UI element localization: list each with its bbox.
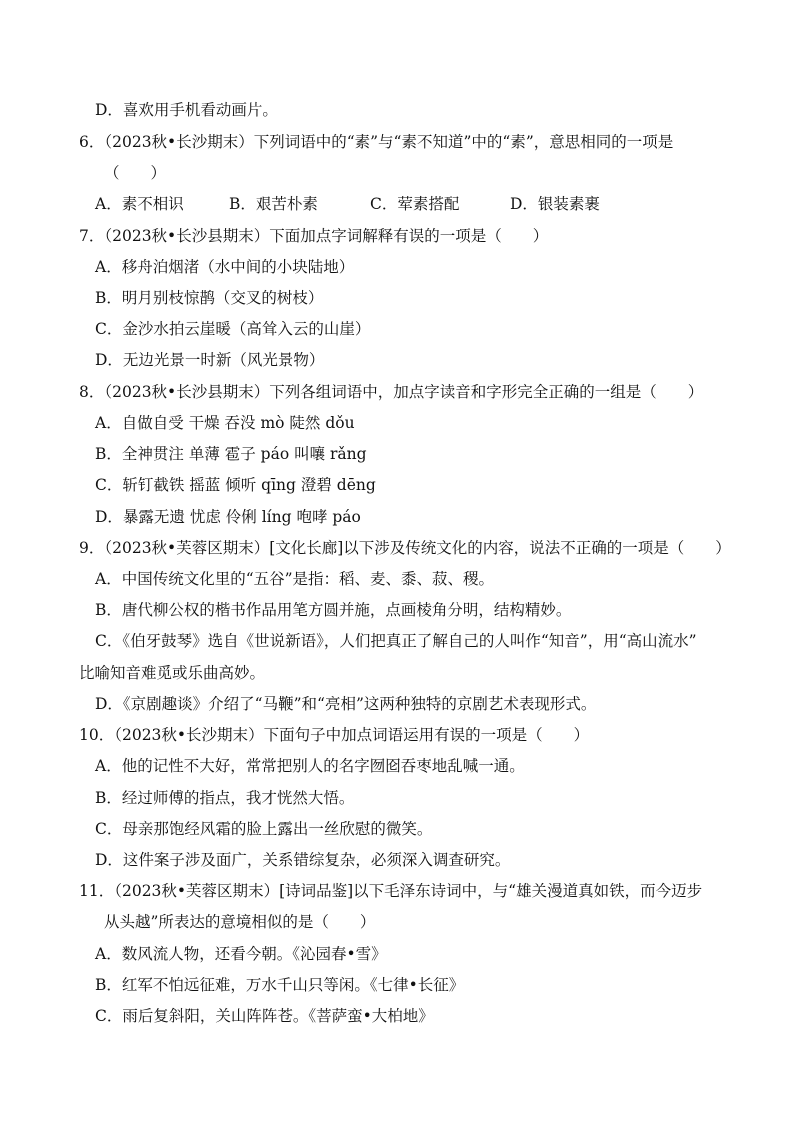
- q7-option-d: D．无边光景一时新（风光景物）: [95, 351, 325, 369]
- q10-option-b: B．经过师傅的指点，我才恍然大悟。: [95, 789, 355, 807]
- q11-option-a: A．数风流人物，还看今朝。《沁园春•雪》: [95, 945, 387, 963]
- q7-option-c: C．金沙水拍云崖暖（高耸入云的山崖）: [95, 320, 371, 338]
- q10-stem: 10．（2023秋•长沙期末）下面句子中加点词语运用有误的一项是（ ）: [79, 726, 590, 744]
- q9-option-c: C．《伯牙鼓琴》选自《世说新语》，人们把真正了解自己的人叫作“知音”，用“高山流水”: [95, 632, 697, 650]
- q10-option-a: A．他的记性不大好，常常把别人的名字囫囵吞枣地乱喊一通。: [95, 757, 525, 775]
- q6-option-b: B．艰苦朴素: [229, 195, 318, 213]
- q6-option-c: C．荤素搭配: [370, 195, 460, 213]
- q6-options: [95, 194, 600, 214]
- q9-option-c-continued: 比喻知音难觅或乐曲高妙。: [79, 664, 266, 682]
- q5-option-d: D．喜欢用手机看动画片。: [95, 101, 278, 119]
- q6-option-a: A．素不相识: [95, 195, 184, 213]
- q11-option-c: C．雨后复斜阳，关山阵阵苍。《菩萨蛮•大柏地》: [95, 1007, 434, 1025]
- q7-option-a: A．移舟泊烟渚（水中间的小块陆地）: [95, 258, 355, 276]
- q7-option-b: B．明月别枝惊鹊（交叉的树枝）: [95, 289, 324, 307]
- q10-option-c: C．母亲那饱经风霜的脸上露出一丝欣慰的微笑。: [95, 820, 433, 838]
- q8-option-d: D．暴露无遗 忧虑 伶俐 líng 咆哮 páo: [95, 508, 361, 526]
- q6-option-d: D．银装素裹: [510, 195, 600, 213]
- q9-option-a: A．中国传统文化里的“五谷”是指：稻、麦、黍、菽、稷。: [95, 570, 495, 588]
- q8-stem: 8．（2023秋•长沙县期末）下列各组词语中，加点字读音和字形完全正确的一组是（ ）: [79, 383, 704, 401]
- q8-option-b: B．全神贯注 单薄 雹子 páo 叫嚷 rǎng: [95, 445, 367, 463]
- q9-option-b: B．唐代柳公权的楷书作品用笔方圆并施，点画棱角分明，结构精妙。: [95, 601, 572, 619]
- q9-stem: 9．（2023秋•芙蓉区期末）[文化长廊]以下涉及传统文化的内容，说法不正确的一项是（ ）: [79, 539, 731, 557]
- q11-option-b: B．红军不怕远征难，万水千山只等闲。《七律•长征》: [95, 976, 465, 994]
- q6-answer-blank: （ ）: [104, 164, 167, 182]
- q6-stem: 6．（2023秋•长沙期末）下列词语中的“素”与“素不知道”中的“素”，意思相同的一项是: [79, 133, 674, 151]
- q11-stem: 11．（2023秋•芙蓉区期末）[诗词品鉴]以下毛泽东诗词中，与“雄关漫道真如铁，而今迈步: [79, 882, 703, 900]
- q8-option-c: C．斩钉截铁 摇蓝 倾听 qīng 澄碧 dēng: [95, 476, 376, 494]
- q11-stem-continued: 从头越”所表达的意境相似的是（ ）: [104, 913, 376, 931]
- q7-stem: 7．（2023秋•长沙县期末）下面加点字词解释有误的一项是（ ）: [79, 227, 549, 245]
- q10-option-d: D．这件案子涉及面广，关系错综复杂，必须深入调查研究。: [95, 851, 511, 869]
- q8-option-a: A．自做自受 干燥 吞没 mò 陡然 dǒu: [95, 414, 355, 432]
- q9-option-d: D．《京剧趣谈》介绍了“马鞭”和“亮相”这两种独特的京剧艺术表现形式。: [95, 695, 597, 713]
